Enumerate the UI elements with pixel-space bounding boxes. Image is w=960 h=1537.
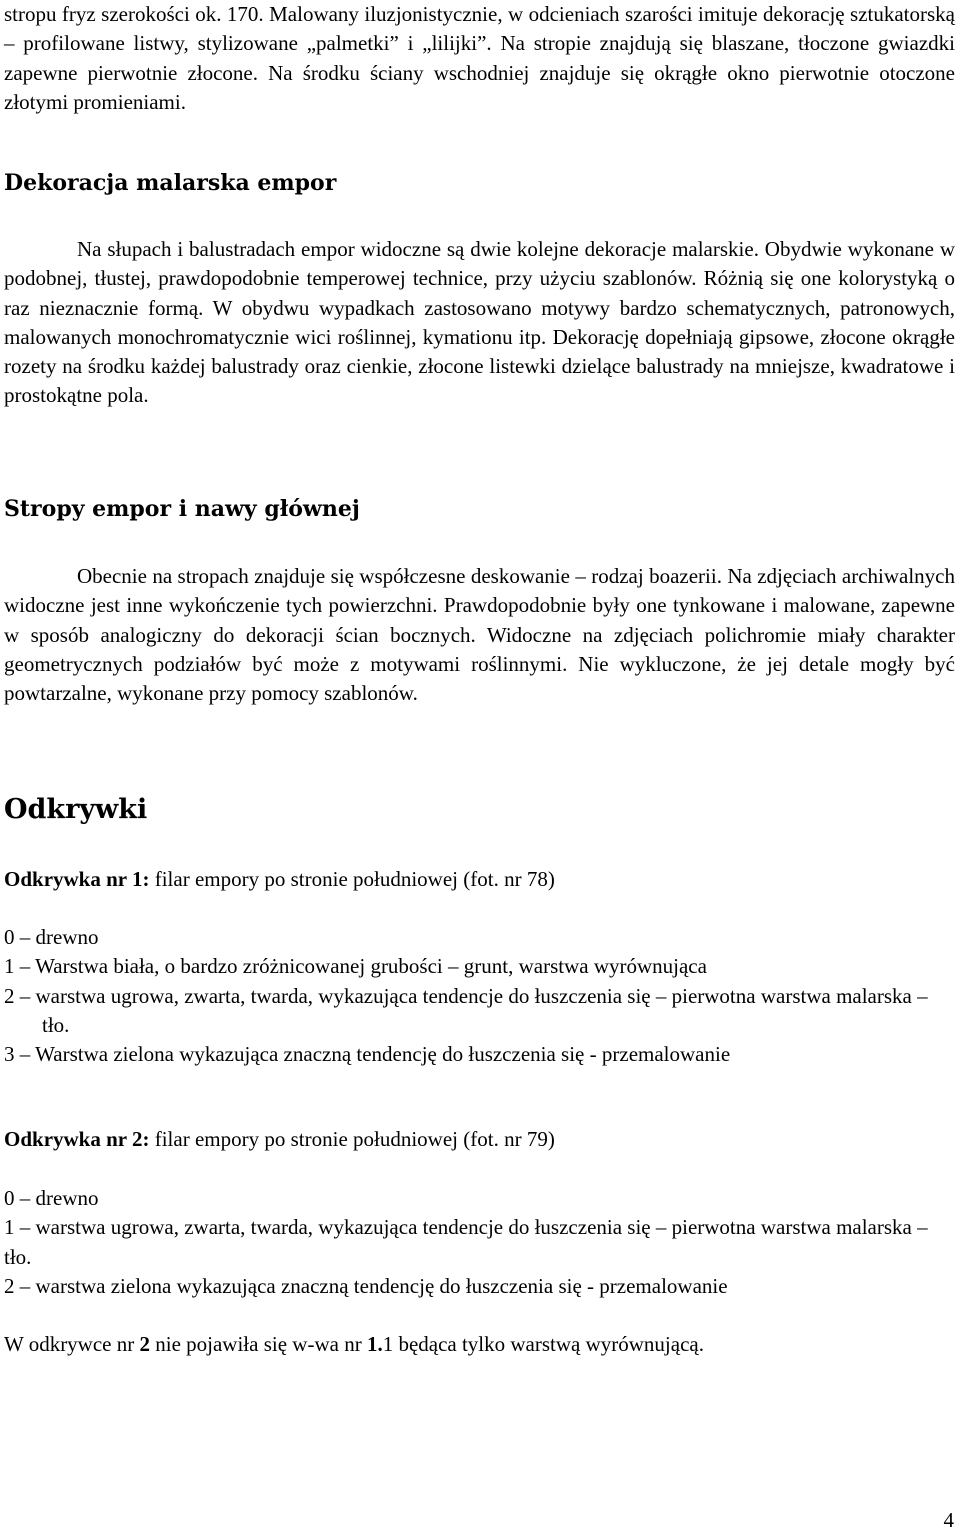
note-number: 2 <box>139 1332 150 1356</box>
layer-item: 0 – drewno <box>4 1186 99 1210</box>
odkrywka-note <box>4 1330 955 1359</box>
note-number: 1. <box>366 1332 383 1356</box>
section-heading-stropy: Stropy empor i nawy głównej <box>4 496 360 522</box>
intro-paragraph: stropu fryz szerokości ok. 170. Malowany iluzjonistycznie, w odcieniach szarości imituje dekorację sztukatorską – profilowane listwy, stylizowane „palmetki” i „lilijki”. Na stropie znajdują się blaszane, tłoczone gwiazdki zapewne pierwotnie złocone. Na środku ściany wschodniej znajduje się okrągłe okno pierwotnie otoczone złotymi promieniami. <box>4 2 955 114</box>
odkrywka-2-layers <box>4 1184 955 1301</box>
section-heading-dekoracja: Dekoracja malarska empor <box>4 170 337 196</box>
odkrywka-2-title <box>4 1125 955 1154</box>
layer-item: 1 – warstwa ugrowa, zwarta, twarda, wykazująca tendencje do łuszczenia się – pierwotna warstwa malarska – tło. <box>4 1215 928 1269</box>
section-paragraph-dekoracja: Na słupach i balustradach empor widoczne są dwie kolejne dekoracje malarskie. Obydwie wykonane w podobnej, tłustej, prawdopodobnie temperowej technice, przy użyciu szablonów. Różnią się one kolorystyką o raz nieznacznie formą. W obydwu wypadkach zastosowano motywy bardzo schematycznych, patronowych, malowanych monochromatycznie wici roślinnej, kymationu itp. Dekorację dopełniają gipsowe, złocone okrągłe rozety na środku każdej balustrady oraz cienkie, złocone listewki dzielące balustrady na mniejsze, kwadratowe i prostokątne pola. <box>4 237 955 408</box>
note-text: nie pojawiła się w-wa nr <box>150 1332 367 1356</box>
layer-item: 3 – Warstwa zielona wykazująca znaczną tendencję do łuszczenia się - przemalowanie <box>4 1042 731 1067</box>
page-number: 4 <box>943 1508 954 1532</box>
section-paragraph-stropy: Obecnie na stropach znajduje się współczesne deskowanie – rodzaj boazerii. Na zdjęciach archiwalnych widoczne jest inne wykończenie tych powierzchni. Prawdopodobnie były one tynkowane i malowane, zapewne w sposób analogiczny do dekoracji ścian bocznych. Widoczne na zdjęciach polichromie miały charakter geometrycznych podziałów być może z motywami roślinnymi. Nie wykluczone, że jej detale mogły być powtarzalne, wykonane przy pomocy szablonów. <box>4 564 955 706</box>
section-heading-odkrywki: Odkrywki <box>4 794 148 825</box>
odkrywka-1-title <box>4 865 955 894</box>
note-text: W odkrywce nr <box>4 1332 140 1356</box>
note-text: 1 będąca tylko warstwą wyrównującą. <box>382 1332 704 1356</box>
layer-item: 1 – Warstwa biała, o bardzo zróżnicowanej grubości – grunt, warstwa wyrównująca <box>4 954 707 979</box>
layer-item: 2 – warstwa ugrowa, zwarta, twarda, wykazująca tendencje do łuszczenia się – pierwotna warstwa malarska – tło. <box>4 983 928 1037</box>
odkrywka-2-label: Odkrywka nr 2: <box>4 1127 150 1151</box>
odkrywka-1-description: filar empory po stronie południowej (fot. nr 78) <box>149 867 555 891</box>
odkrywka-2-description: filar empory po stronie południowej (fot. nr 79) <box>149 1127 555 1151</box>
odkrywka-1-label: Odkrywka nr 1: <box>4 867 150 891</box>
odkrywka-1-layers <box>4 923 955 1069</box>
layer-item: 0 – drewno <box>4 925 99 949</box>
layer-item: 2 – warstwa zielona wykazująca znaczną tendencję do łuszczenia się - przemalowanie <box>4 1273 728 1298</box>
